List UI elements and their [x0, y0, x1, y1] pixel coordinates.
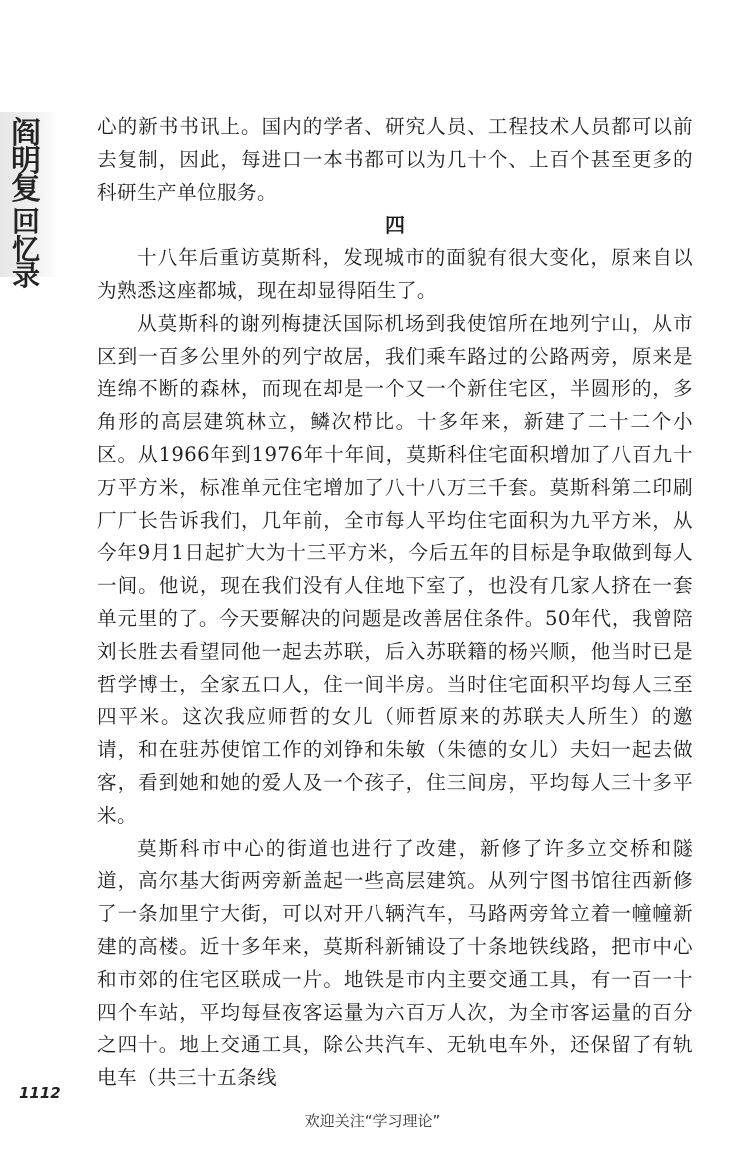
book-title-char: 回 — [11, 205, 40, 238]
paragraph: 从莫斯科的谢列梅捷沃国际机场到我使馆所在地列宁山，从市区到一百多公里外的列宁故居，我们乘车路过的公路两旁，原来是连绵不断的森林，而现在却是一个又一个新住宅区，半圆形的，多角形的高层建筑林立，鳞次栉比。十多年来，新建了二十二个小区。从1966年到1976年十年间，莫斯科住宅面积增加了八百九十万平方米，标准单元住宅增加了八十八万三千套。莫斯科第二印刷厂厂长告诉我们，几年前，全市每人平均住宅面积为九平方米，从今年9月1日起扩大为十三平方米，今后五年的目标是争取做到每人一间。他说，现在我们没有人住地下室了，也没有几家人挤在一套单元里的了。今天要解决的问题是改善居住条件。50年代，我曾陪刘长胜去看望同他一起去苏联，后入苏联籍的杨兴顺，他当时已是哲学博士，全家五口人，住一间半房。当时住宅面积平均每人三至四平米。这次我应师哲的女儿（师哲原来的苏联夫人所生）的邀请，和在驻苏使馆工作的刘铮和朱敏（朱德的女儿）夫妇一起去做客，看到她和她的爱人及一个孩子，住三间房，平均每人三十多平米。 — [97, 311, 693, 827]
body-text — [97, 111, 693, 1095]
book-title-char: 忆 — [11, 233, 40, 266]
section-heading: 四 — [385, 213, 405, 238]
book-title-char: 阎 — [11, 116, 41, 151]
footer-note: 欢迎关注“学习理论” — [304, 1112, 441, 1130]
paragraph: 十八年后重访莫斯科，发现城市的面貌有很大变化，原来自以为熟悉这座都城，现在却显得陌生了。 — [97, 246, 693, 302]
paragraph: 莫斯科市中心的街道也进行了改建，新修了许多立交桥和隧道，高尔基大街两旁新盖起一些高层建筑。从列宁图书馆往西新修了一条加里宁大街，可以对开八辆汽车，马路两旁耸立着一幢幢新建的高楼。近十多年来，莫斯科新铺设了十条地铁线路，把市中心和市郊的住宅区联成一片。地铁是市内主要交通工具，有一百一十四个车站，平均每昼夜客运量为六百万人次，为全市客运量的百分之四十。地上交通工具，除公共汽车、无轨电车外，还保留了有轨电车（共三十五条线 — [97, 836, 693, 1090]
page-number: 1112 — [19, 1084, 61, 1102]
book-title-char: 录 — [11, 259, 40, 292]
book-title-sidebar — [0, 112, 58, 292]
book-title-char: 明 — [11, 144, 41, 179]
paragraph: 心的新书书讯上。国内的学者、研究人员、工程技术人员都可以前去复制，因此，每进口一本书都可以为几十个、上百个甚至更多的科研生产单位服务。 — [97, 115, 693, 204]
book-title-char: 复 — [11, 172, 41, 207]
